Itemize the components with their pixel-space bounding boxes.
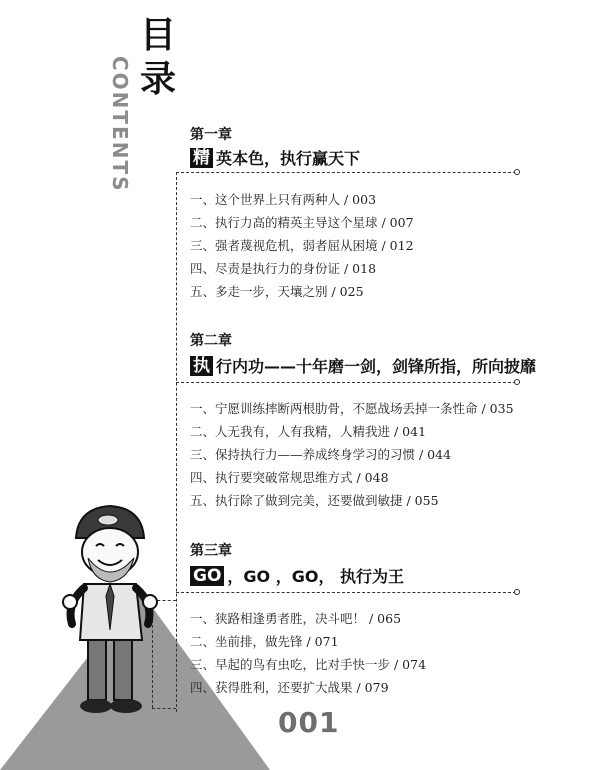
chapter3-badge: GO (190, 566, 224, 586)
chapter3-label: 第三章 (190, 543, 232, 559)
toc-entry[interactable]: 三、早起的鸟有虫吃，比对手快一步 / 074 (190, 657, 427, 672)
chapter2-title-text: 行内功——十年磨一剑，剑锋所指，所向披靡 (216, 357, 537, 376)
chapter2-label: 第二章 (190, 333, 232, 349)
chapter1-divider (176, 172, 516, 173)
toc-entry[interactable]: 三、强者蔑视危机，弱者屈从困境 / 012 (190, 238, 414, 253)
chapter2-divider-dot (514, 379, 520, 385)
chapter1-label: 第一章 (190, 127, 232, 143)
chapter1-badge: 精 (190, 148, 213, 168)
chapter1-title (190, 146, 360, 169)
toc-entry[interactable]: 三、保持执行力——养成终身学习的习惯 / 044 (190, 447, 452, 462)
frame-vertical-line (176, 172, 177, 712)
toc-entry[interactable]: 五、多走一步，天壤之别 / 025 (190, 284, 364, 299)
toc-entry[interactable]: 四、执行要突破常规思维方式 / 048 (190, 470, 389, 485)
page-number: 001 (278, 706, 340, 739)
contents-vertical-label (98, 56, 138, 193)
chapter3-title (190, 564, 404, 587)
toc-entry[interactable]: 一、这个世界上只有两种人 / 003 (190, 192, 377, 207)
contents-text: CONTENTS (108, 56, 132, 193)
toc-entry[interactable]: 一、宁愿训练摔断两根肋骨，不愿战场丢掉一条性命 / 035 (190, 401, 514, 416)
chapter1-divider-dot (514, 169, 520, 175)
title-char-lu: 录 (140, 59, 177, 100)
toc-entry[interactable]: 二、人无我有，人有我精，人精我进 / 041 (190, 424, 427, 439)
title-char-mu: 目 (140, 15, 177, 56)
toc-entry[interactable]: 四、尽责是执行力的身份证 / 018 (190, 261, 377, 276)
toc-entry[interactable]: 四、获得胜利，还要扩大战果 / 079 (190, 680, 389, 695)
toc-entry[interactable]: 二、执行力高的精英主导这个星球 / 007 (190, 215, 414, 230)
toc-entry[interactable]: 二、坐前排，做先锋 / 071 (190, 634, 339, 649)
toc-entry[interactable]: 一、狭路相逢勇者胜，决斗吧！ / 065 (190, 611, 402, 626)
chapter3-title-text: ，GO ，GO， 执行为王 (227, 567, 405, 586)
toc-entry[interactable]: 五、执行除了做到完美，还要做到敏捷 / 055 (190, 493, 439, 508)
chapter2-badge: 执 (190, 356, 213, 376)
chapter1-title-text: 英本色，执行赢天下 (216, 149, 361, 168)
mascot-worker-icon (58, 500, 168, 720)
chapter3-divider (176, 592, 516, 593)
chapter2-divider (176, 382, 516, 383)
chapter3-divider-dot (514, 589, 520, 595)
chapter2-title (190, 354, 536, 377)
